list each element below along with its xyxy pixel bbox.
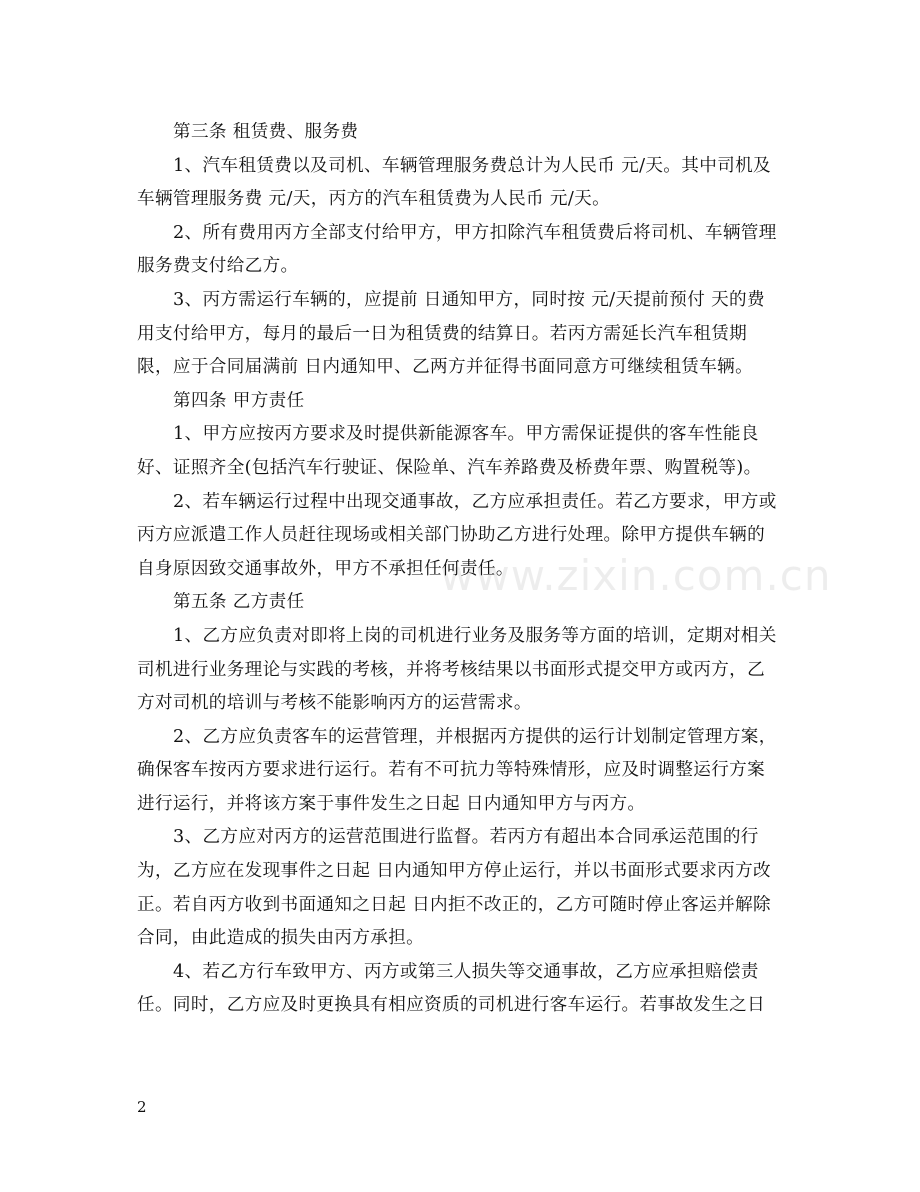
text-line: 司机进行业务理论与实践的考核，并将考核结果以书面形式提交甲方或丙方，乙 (137, 659, 766, 680)
text-line: 用支付给甲方，每月的最后一日为租赁费的结算日。若丙方需延长汽车租赁期 (137, 323, 748, 344)
article-heading: 第四条 甲方责任 (173, 390, 305, 411)
text-line: 为，乙方应在发现事件之日起 日内通知甲方停止运行，并以书面形式要求丙方改 (137, 861, 771, 882)
text-line: 服务费支付给乙方。 (137, 256, 299, 277)
watermark: www.zixin.com.cn (440, 551, 832, 600)
text-line: 方对司机的培训与考核不能影响丙方的运营需求。 (137, 693, 532, 714)
page-number: 2 (137, 1098, 147, 1116)
text-line: 限，应于合同届满前 日内通知甲、乙两方并征得书面同意方可继续租赁车辆。 (137, 357, 754, 378)
text-line: 任。同时，乙方应及时更换具有相应资质的司机进行客车运行。若事故发生之日 (137, 995, 766, 1016)
text-line: 1、甲方应按丙方要求及时提供新能源客车。甲方需保证提供的客车性能良 (173, 424, 759, 445)
text-line: 2、所有费用丙方全部支付给甲方，甲方扣除汽车租赁费后将司机、车辆管理 (173, 222, 777, 243)
article-heading: 第五条 乙方责任 (173, 592, 305, 613)
text-line: 3、乙方应对丙方的运营范围进行监督。若丙方有超出本合同承运范围的行 (173, 827, 759, 848)
text-line: 3、丙方需运行车辆的，应提前 日通知甲方，同时按 元/天提前预付 天的费 (173, 289, 765, 310)
article-heading: 第三条 租赁费、服务费 (173, 122, 359, 142)
text-line: 2、若车辆运行过程中出现交通事故，乙方应承担责任。若乙方要求，甲方或 (173, 491, 777, 512)
text-line: 好、证照齐全(包括汽车行驶证、保险单、汽车养路费及桥费年票、购置税等)。 (137, 457, 762, 478)
text-line: 确保客车按丙方要求进行运行。若有不可抗力等特殊情形，应及时调整运行方案 (137, 760, 766, 781)
text-line: 进行运行，并将该方案于事件发生之日起 日内通知甲方与丙方。 (137, 793, 646, 814)
document-body (137, 116, 783, 1023)
text-line: 正。若自丙方收到书面通知之日起 日内拒不改正的，乙方可随时停止客运并解除 (137, 894, 771, 915)
text-line: 合同，由此造成的损失由丙方承担。 (137, 928, 425, 949)
text-line: 自身原因致交通事故外，甲方不承担任何责任。 (137, 558, 514, 579)
text-line: 1、汽车租赁费以及司机、车辆管理服务费总计为人民币 元/天。其中司机及 (173, 155, 771, 176)
text-line: 车辆管理服务费 元/天，丙方的汽车租赁费为人民币 元/天。 (137, 189, 611, 210)
text-line: 1、乙方应负责对即将上岗的司机进行业务及服务等方面的培训，定期对相关 (173, 625, 777, 646)
text-line: 4、若乙方行车致甲方、丙方或第三人损失等交通事故，乙方应承担赔偿责 (173, 961, 759, 982)
text-line: 丙方应派遣工作人员赶往现场或相关部门协助乙方进行处理。除甲方提供车辆的 (137, 525, 766, 546)
text-line: 2、乙方应负责客车的运营管理，并根据丙方提供的运行计划制定管理方案， (173, 726, 777, 747)
